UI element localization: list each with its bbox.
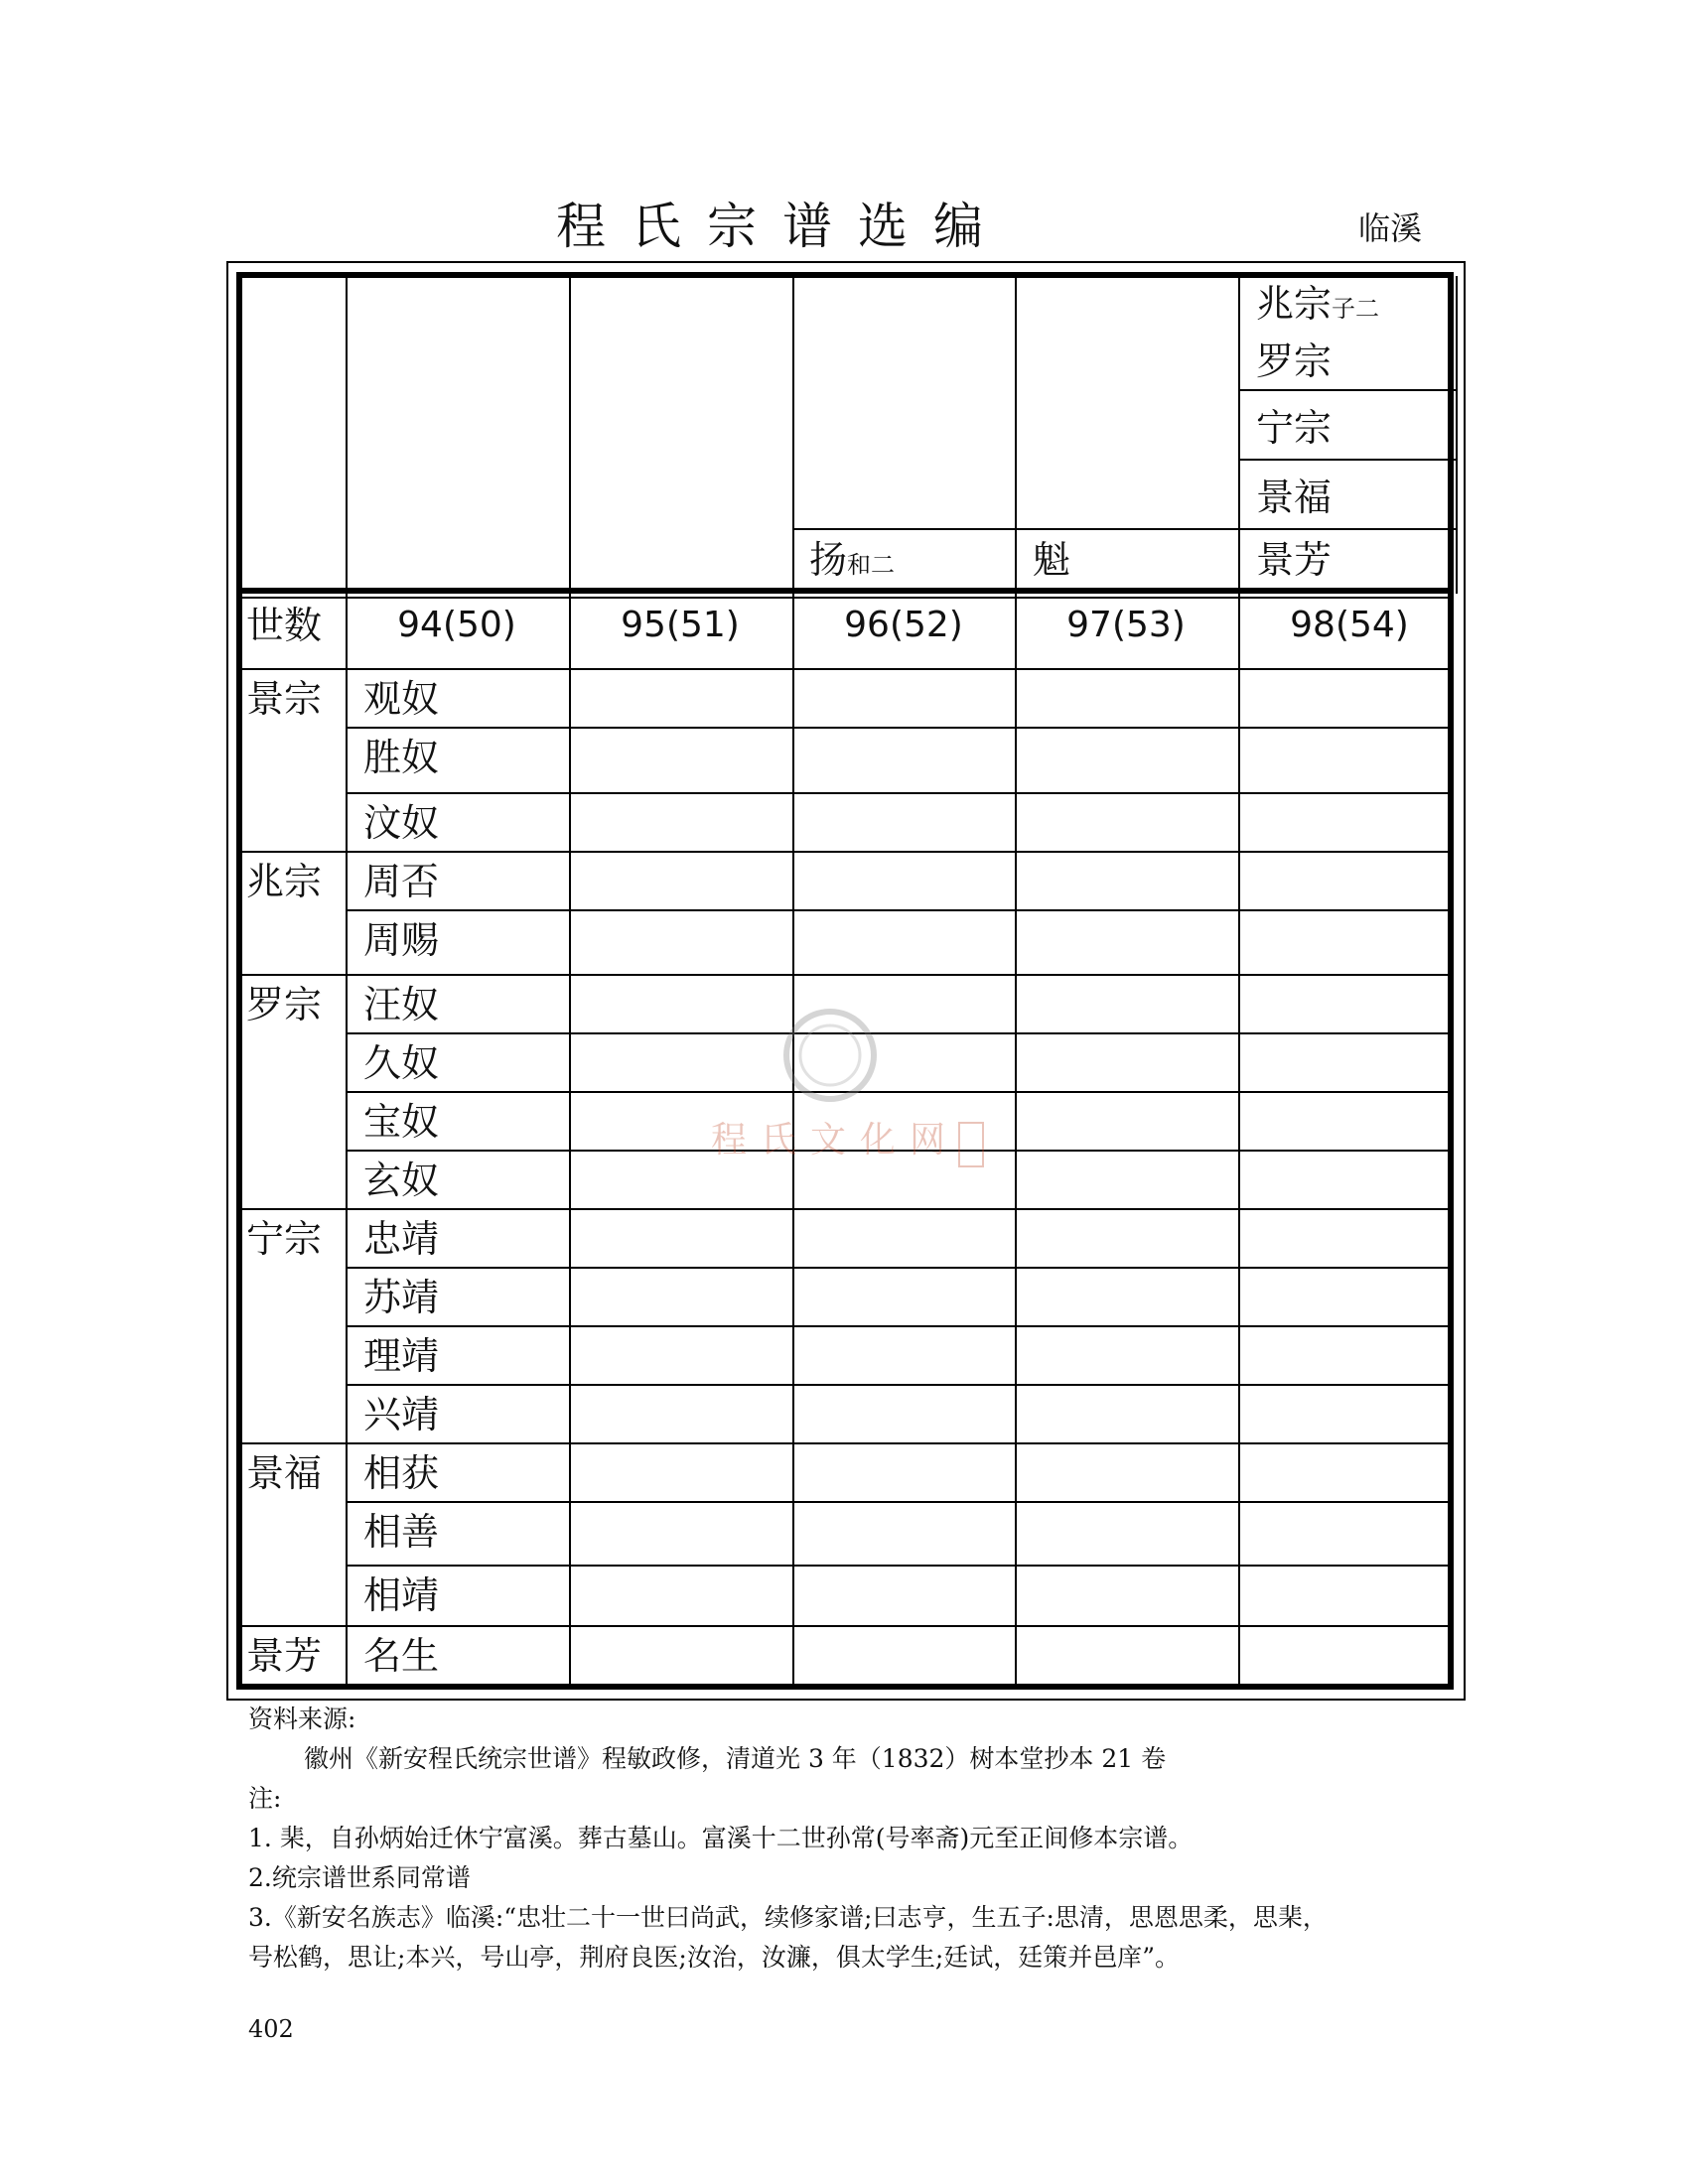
child-name: 宝奴: [363, 1100, 440, 1144]
group-divider: [238, 974, 1454, 976]
row-divider: [1240, 459, 1456, 461]
group-divider: [238, 1625, 1454, 1627]
child-name: 周赐: [363, 918, 440, 962]
child-name: 相获: [363, 1451, 440, 1495]
column-divider: [569, 276, 571, 1686]
row-divider: [348, 1384, 1454, 1386]
parent-label: 景宗: [246, 677, 323, 721]
child-name: 名生: [363, 1634, 440, 1678]
child-name: 胜奴: [363, 736, 440, 779]
watermark-text: 程氏文化网: [711, 1120, 960, 1160]
child-name: 汪奴: [363, 983, 440, 1026]
source-text: 徽州《新安程氏统宗世谱》程敏政修，清道光 3 年（1832）树本堂抄本 21 卷: [304, 1744, 1167, 1773]
column-divider: [1456, 276, 1458, 594]
child-name: 玄奴: [363, 1159, 440, 1202]
row-divider: [348, 1501, 1454, 1503]
generation-98: 98(54): [1290, 605, 1409, 645]
ancestor-name-2: 罗宗: [1256, 340, 1333, 383]
parent-label: 宁宗: [246, 1217, 323, 1261]
child-name: 相靖: [363, 1573, 440, 1617]
column-divider: [1015, 276, 1017, 1686]
child-count-note: 和二: [847, 551, 896, 579]
row-divider: [348, 1325, 1454, 1327]
parent-label: 景芳: [246, 1634, 323, 1678]
ancestor-kui: 魁: [1033, 538, 1071, 582]
parent-label: 罗宗: [246, 983, 323, 1026]
parent-label: 兆宗: [246, 860, 323, 903]
group-divider: [238, 1208, 1454, 1210]
column-divider: [792, 276, 794, 1686]
child-name: 观奴: [363, 677, 440, 721]
place-label: 临溪: [1358, 209, 1423, 247]
row-divider: [348, 1267, 1454, 1269]
row-divider: [348, 792, 1454, 794]
child-name: 周否: [363, 860, 440, 903]
child-name: 久奴: [363, 1041, 440, 1085]
ancestor-yang: 扬和二: [809, 538, 896, 582]
child-count-note: 子二: [1332, 295, 1380, 323]
note-item: 1. 棐，自孙炳始迁休宁富溪。葬古墓山。富溪十二世孙常(号率斋)元至正间修本宗谱。: [248, 1824, 1194, 1852]
child-name: 苏靖: [363, 1276, 440, 1319]
parent-label: 景福: [246, 1451, 323, 1495]
generation-label: 世数: [246, 604, 323, 647]
note-label: 注:: [248, 1784, 282, 1813]
column-divider: [346, 276, 348, 1686]
ancestor-name-4: 景福: [1256, 476, 1333, 519]
group-divider: [238, 851, 1454, 853]
child-name: 相善: [363, 1510, 440, 1554]
note-item: 3.《新安名族志》临溪:“忠壮二十一世曰尚武，续修家谱;曰志亨，生五子:思清，思恩思柔，思棐，: [248, 1903, 1328, 1932]
row-divider: [1240, 389, 1456, 391]
generation-97: 97(53): [1066, 605, 1186, 645]
child-name: 兴靖: [363, 1393, 440, 1436]
page-title: 程氏宗谱选编: [556, 198, 1009, 255]
note-item: 2.统宗谱世系同常谱: [248, 1863, 471, 1892]
child-name: 理靖: [363, 1334, 440, 1378]
generation-96: 96(52): [844, 605, 963, 645]
row-divider: [348, 727, 1454, 729]
child-name: 汶奴: [363, 801, 440, 845]
row-divider: [348, 909, 1454, 911]
generation-94: 94(50): [397, 605, 516, 645]
page-number: 402: [248, 2015, 294, 2043]
ancestor-name-5: 景芳: [1256, 538, 1333, 582]
source-label: 资料来源:: [248, 1705, 356, 1733]
row-divider: [1240, 528, 1456, 530]
group-divider: [238, 668, 1454, 670]
group-divider: [238, 1442, 1454, 1444]
ancestor-name-3: 宁宗: [1256, 406, 1333, 450]
row-divider: [348, 1565, 1454, 1567]
note-item: 号松鹤，思让;本兴，号山亭，荆府良医;汝治，汝濂，俱太学生;廷试，廷策并邑庠”。: [248, 1943, 1181, 1972]
row-divider: [794, 528, 1240, 530]
watermark-logo: [711, 998, 999, 1186]
child-name: 忠靖: [363, 1217, 440, 1261]
header-separator-thin: [238, 597, 1454, 599]
column-divider: [1238, 276, 1240, 1686]
ancestor-name-1: 兆宗子二: [1256, 282, 1380, 326]
notes-section: [248, 1700, 1470, 1978]
generation-95: 95(51): [621, 605, 740, 645]
